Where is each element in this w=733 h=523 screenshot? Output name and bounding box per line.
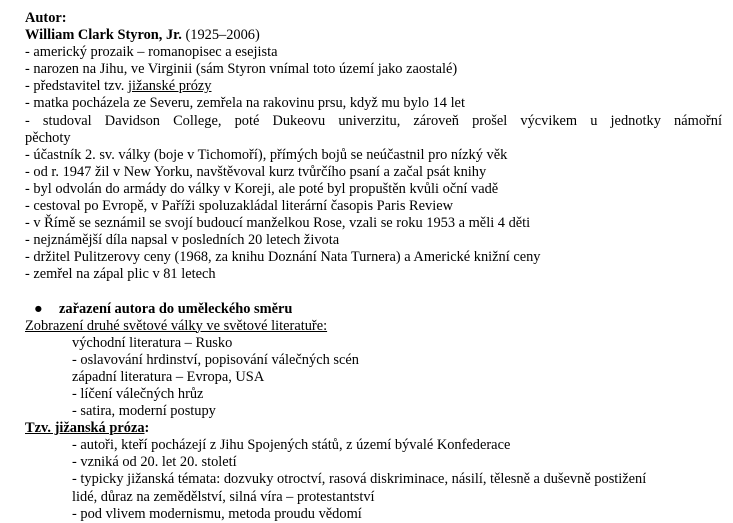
southern-item: - autoři, kteří pocházejí z Jihu Spojených států, z území bývalé Konfederace: [72, 437, 511, 454]
author-name-line: [25, 27, 722, 44]
fact-line: - držitel Pulitzerovy ceny (1968, za knihu Doznání Nata Turnera) a Americké knižní ceny: [25, 249, 541, 266]
west-label: západní literatura – Evropa, USA: [72, 368, 265, 385]
west-item: - satira, moderní postupy: [72, 403, 216, 420]
southern-prose-link: jižanské prózy: [127, 78, 212, 95]
southern-item: - pod vlivem modernismu, metoda proudu vědomí: [72, 505, 362, 522]
author-heading: Autor:: [25, 10, 67, 26]
southern-item: - typicky jižanská témata: dozvuky otroctví, rasová diskriminace, násilí, tělesně a duševně postižení: [72, 471, 647, 488]
fact-line: - americký prozaik – romanopisec a esejista: [25, 44, 278, 61]
author-years: (1925–2006): [181, 27, 260, 44]
fact-prefix: - představitel tzv.: [25, 78, 128, 95]
fact-line-southern: [25, 78, 722, 95]
southern-heading: Tzv. jižanská próza: [25, 420, 145, 437]
fact-line: - narozen na Jihu, ve Virginii (sám Styron vnímal toto území jako zaostalé): [25, 61, 458, 78]
fact-line-studies: - studoval Davidson College, poté Dukeovu univerzitu, zároveň prošel výcvikem u jednotky námořní: [25, 112, 722, 129]
fact-line: - cestoval po Evropě, v Paříži spoluzakládal literární časopis Paris Review: [25, 198, 453, 215]
southern-colon: :: [144, 420, 150, 437]
west-item: - líčení válečných hrůz: [72, 385, 204, 402]
paragraph-gap: [25, 284, 722, 301]
bullet-dot-icon: ●: [34, 300, 43, 317]
bullet-heading-text: zařazení autora do uměleckého směru: [59, 300, 293, 317]
southern-item-cont: lidé, důraz na zemědělství, silná víra – protestantství: [72, 488, 375, 505]
fact-line: - účastník 2. sv. války (boje v Tichomoří), přímých bojů se neúčastnil pro nízký věk: [25, 146, 508, 163]
fact-line-studies-cont: pěchoty: [25, 129, 71, 146]
fact-line: - nejznámější díla napsal v posledních 20 letech života: [25, 232, 340, 249]
fact-line: - zemřel na zápal plic v 81 letech: [25, 266, 216, 283]
document-page: [25, 10, 722, 523]
war-heading: Zobrazení druhé světové války ve světové literatuře:: [25, 317, 328, 334]
fact-line: - byl odvolán do armády do války v Koreji, ale poté byl propuštěn kvůli oční vadě: [25, 180, 499, 197]
author-name: William Clark Styron, Jr.: [25, 27, 182, 44]
fact-line: - v Římě se seznámil se svojí budoucí manželkou Rose, vzali se roku 1953 a měli 4 děti: [25, 215, 531, 232]
southern-heading-line: [25, 420, 722, 437]
southern-item: - vzniká od 20. let 20. století: [72, 454, 237, 471]
east-label: východní literatura – Rusko: [72, 334, 233, 351]
fact-line: - matka pocházela ze Severu, zemřela na rakovinu prsu, když mu bylo 14 let: [25, 95, 465, 112]
fact-line: - od r. 1947 žil v New Yorku, navštěvoval kurz tvůrčího psaní a začal psát knihy: [25, 163, 487, 180]
east-item: - oslavování hrdinství, popisování válečných scén: [72, 351, 359, 368]
bullet-heading: [25, 301, 722, 318]
